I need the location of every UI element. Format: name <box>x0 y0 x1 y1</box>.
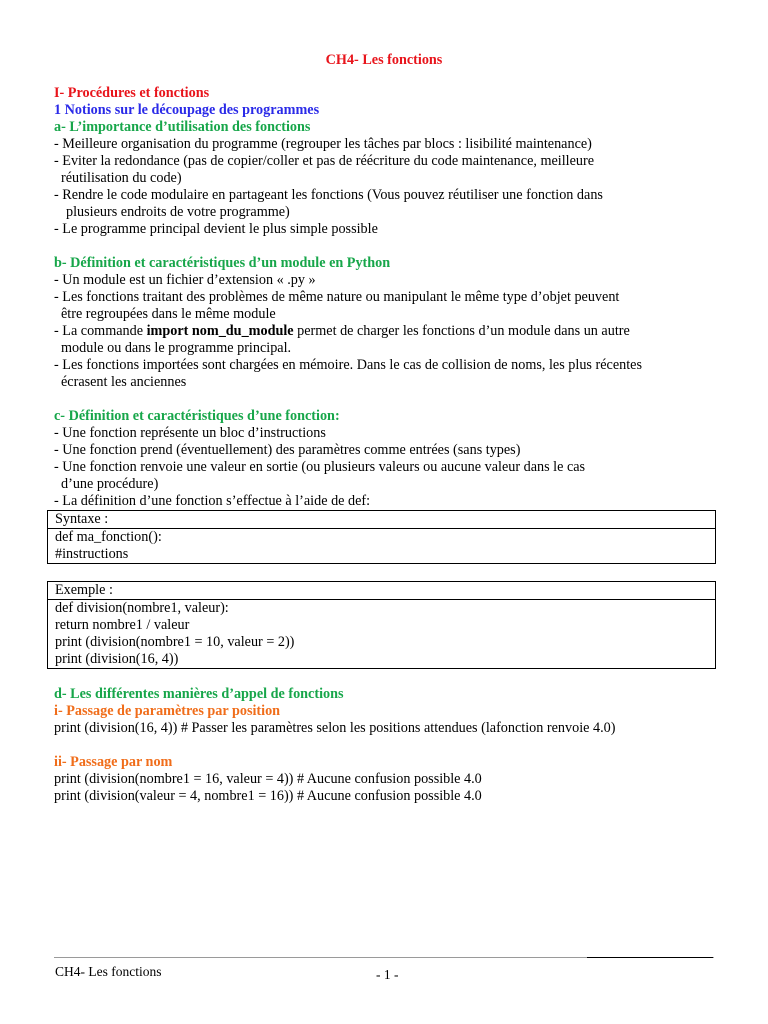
heading-b: b- Définition et caractéristiques d’un module en Python <box>54 255 391 271</box>
heading-d-i: i- Passage de paramètres par position <box>54 703 281 719</box>
text-run: - La commande <box>54 323 147 339</box>
code-line: print (division(16, 4)) <box>55 651 179 667</box>
code-line: print (division(nombre1 = 10, valeur = 2)) <box>55 634 295 650</box>
code-line: print (division(16, 4)) # Passer les paramètres selon les positions attendues (lafonction renvoie 4.0) <box>54 720 616 736</box>
paragraph-line: - Une fonction prend (éventuellement) des paramètres comme entrées (sans types) <box>54 442 521 458</box>
paragraph-line: - Les fonctions importées sont chargées en mémoire. Dans le cas de collision de noms, les plus récentes <box>54 357 642 373</box>
paragraph-line: être regroupées dans le même module <box>61 306 276 322</box>
heading-d: d- Les différentes manières d’appel de fonctions <box>54 686 344 702</box>
footer-divider-accent <box>587 957 713 958</box>
paragraph-line: d’une procédure) <box>61 476 159 492</box>
code-line: #instructions <box>55 546 129 562</box>
subsection-heading-1: 1 Notions sur le découpage des programmes <box>54 102 320 118</box>
code-line: def division(nombre1, valeur): <box>55 600 229 616</box>
example-box <box>47 581 716 669</box>
footer-title: CH4- Les fonctions <box>55 964 162 979</box>
paragraph-line: module ou dans le programme principal. <box>61 340 292 356</box>
code-line: print (division(nombre1 = 16, valeur = 4)) # Aucune confusion possible 4.0 <box>54 771 482 787</box>
paragraph-line: plusieurs endroits de votre programme) <box>66 204 290 220</box>
paragraph-line: - Les fonctions traitant des problèmes de même nature ou manipulant le même type d’objet peuvent <box>54 289 620 305</box>
page-number: - 1 - <box>376 967 399 982</box>
code-line: print (division(valeur = 4, nombre1 = 16)) # Aucune confusion possible 4.0 <box>54 788 482 804</box>
paragraph-line <box>54 323 724 340</box>
heading-d-ii: ii- Passage par nom <box>54 754 173 770</box>
syntax-box-header: Syntaxe : <box>48 511 715 529</box>
paragraph-line: - Le programme principal devient le plus simple possible <box>54 221 378 237</box>
heading-c: c- Définition et caractéristiques d’une fonction: <box>54 408 340 424</box>
code-line: def ma_fonction(): <box>55 529 162 545</box>
paragraph-line: - Eviter la redondance (pas de copier/coller et pas de réécriture du code maintenance, meilleure <box>54 153 595 169</box>
paragraph-line: - Un module est un fichier d’extension « .py » <box>54 272 316 288</box>
syntax-box <box>47 510 716 564</box>
paragraph-line: réutilisation du code) <box>61 170 182 186</box>
code-keyword: import nom_du_module <box>146 323 294 339</box>
paragraph-line: - La définition d’une fonction s’effectue à l’aide de def: <box>54 493 371 509</box>
page-title: CH4- Les fonctions <box>325 52 443 68</box>
example-box-header: Exemple : <box>48 582 715 600</box>
paragraph-line: - Une fonction renvoie une valeur en sortie (ou plusieurs valeurs ou aucune valeur dans le cas <box>54 459 586 475</box>
heading-a: a- L’importance d’utilisation des fonctions <box>54 119 311 135</box>
section-heading-1: I- Procédures et fonctions <box>54 85 210 101</box>
paragraph-line: - Meilleure organisation du programme (regrouper les tâches par blocs : lisibilité maintenance) <box>54 136 592 152</box>
document-body <box>54 85 724 805</box>
code-line: return nombre1 / valeur <box>55 617 190 633</box>
paragraph-line: - Rendre le code modulaire en partageant les fonctions (Vous pouvez réutiliser une fonction dans <box>54 187 603 203</box>
text-run: permet de charger les fonctions d’un module dans un autre <box>293 323 630 339</box>
paragraph-line: écrasent les anciennes <box>61 374 187 390</box>
paragraph-line: - Une fonction représente un bloc d’instructions <box>54 425 326 441</box>
